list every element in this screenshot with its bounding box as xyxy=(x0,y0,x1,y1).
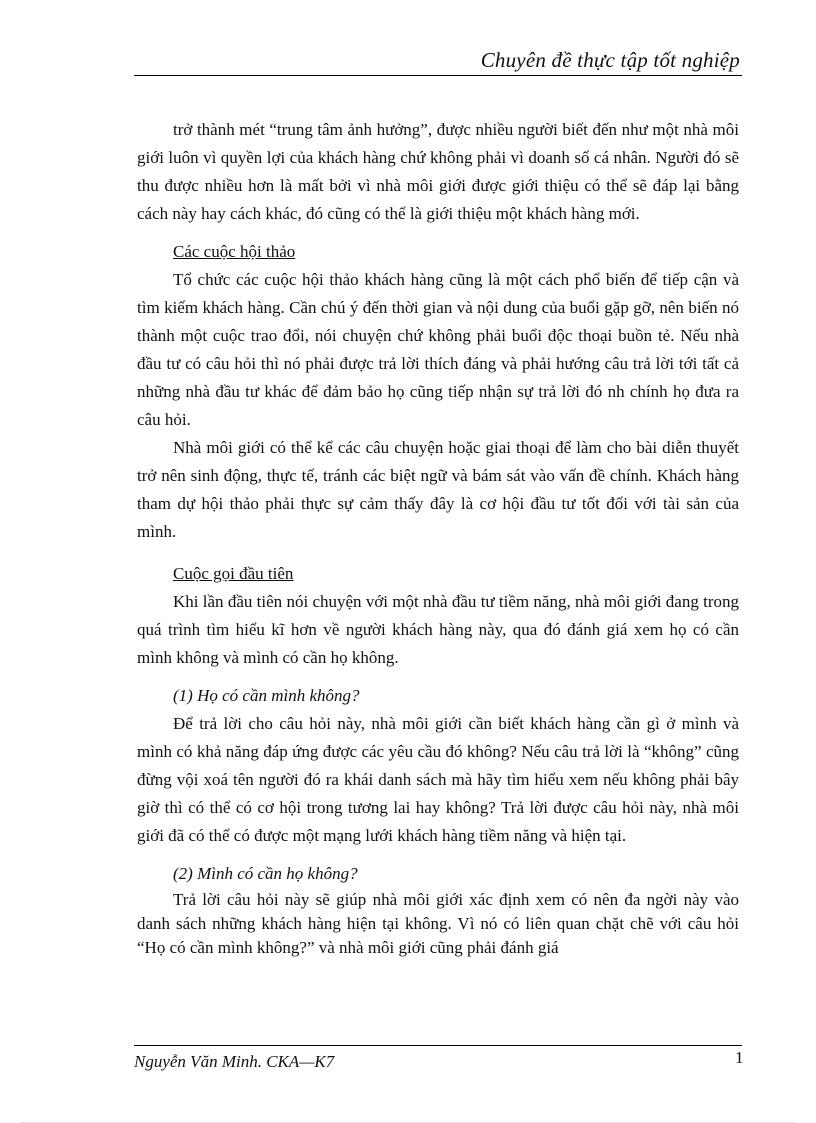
question-heading-1: (1) Họ có cần mình không? xyxy=(173,686,360,705)
paragraph-4: Khi lần đầu tiên nói chuyện với một nhà đầu tư tiềm năng, nhà môi giới đang trong quá trình tìm hiểu kĩ hơn về người khách hàng này, qua đó đánh giá xem họ có cần mình không và mình có cần họ không. xyxy=(137,592,739,667)
section-heading-first-call: Cuộc gọi đầu tiên xyxy=(173,564,294,583)
header-rule xyxy=(134,75,742,76)
paragraph-5: Để trả lời cho câu hỏi này, nhà môi giới cần biết khách hàng cần gì ở mình và mình có khả năng đáp ứng được các yêu cầu đó không? Nếu câu trả lời là “không” cũng đừng vội xoá tên người đó ra khái danh sách mà hãy tìm hiểu xem nếu không phải bây giờ thì có thể có cơ hội trong tương lai hay không? Trả lời được câu hỏi này, nhà môi giới đã có thể có được một mạng lưới khách hàng tiềm năng và hiện tại. xyxy=(137,714,739,845)
section-heading-seminars: Các cuộc hội thảo xyxy=(173,242,296,261)
page-body xyxy=(137,116,739,960)
paragraph-3: Nhà môi giới có thể kể các câu chuyện hoặc giai thoại để làm cho bài diễn thuyết trở nên sinh động, thực tế, tránh các biệt ngữ và bám sát vào vấn đề chính. Khách hàng tham dự hội thảo phải thực sự cảm thấy đây là cơ hội đầu tư tốt đối với tài sản của mình. xyxy=(137,438,739,541)
paragraph-2: Tổ chức các cuộc hội thảo khách hàng cũng là một cách phổ biến để tiếp cận và tìm kiếm khách hàng. Cần chú ý đến thời gian và nội dung của buổi gặp gỡ, nên biến nó thành một cuộc trao đổi, nói chuyện chứ không phải buổi độc thoại buồn tẻ. Nếu nhà đầu tư có câu hỏi thì nó phải được trả lời thích đáng và phải hướng câu trả lời tới tất cả những nhà đầu tư khác để đảm bảo họ cũng tiếp nhận sự trả lời đó nh chính họ đưa ra câu hỏi. xyxy=(137,270,739,429)
page-number: 1 xyxy=(735,1048,744,1067)
paragraph-1: trở thành mét “trung tâm ảnh hưởng”, được nhiều người biết đến như một nhà môi giới luôn vì quyền lợi của khách hàng chứ không phải vì doanh số cá nhân. Người đó sẽ thu được nhiều hơn là mất bởi vì nhà môi giới được giới thiệu có thể sẽ đáp lại bằng cách này hay cách khác, đó cũng có thể là giới thiệu một khách hàng mới. xyxy=(137,120,739,223)
page-header-title: Chuyên đề thực tập tốt nghiệp xyxy=(480,48,740,72)
footer-rule xyxy=(134,1045,742,1046)
paragraph-6: Trả lời câu hỏi này sẽ giúp nhà môi giới xác định xem có nên đa ngời này vào danh sách những khách hàng hiện tại không. Vì nó có liên quan chặt chẽ với câu hỏi “Họ có cần mình không?” và nhà môi giới cũng phải đánh giá xyxy=(137,890,739,957)
footer-author: Nguyễn Văn Minh. CKA—K7 xyxy=(134,1052,335,1071)
question-heading-2: (2) Mình có cần họ không? xyxy=(173,864,358,883)
